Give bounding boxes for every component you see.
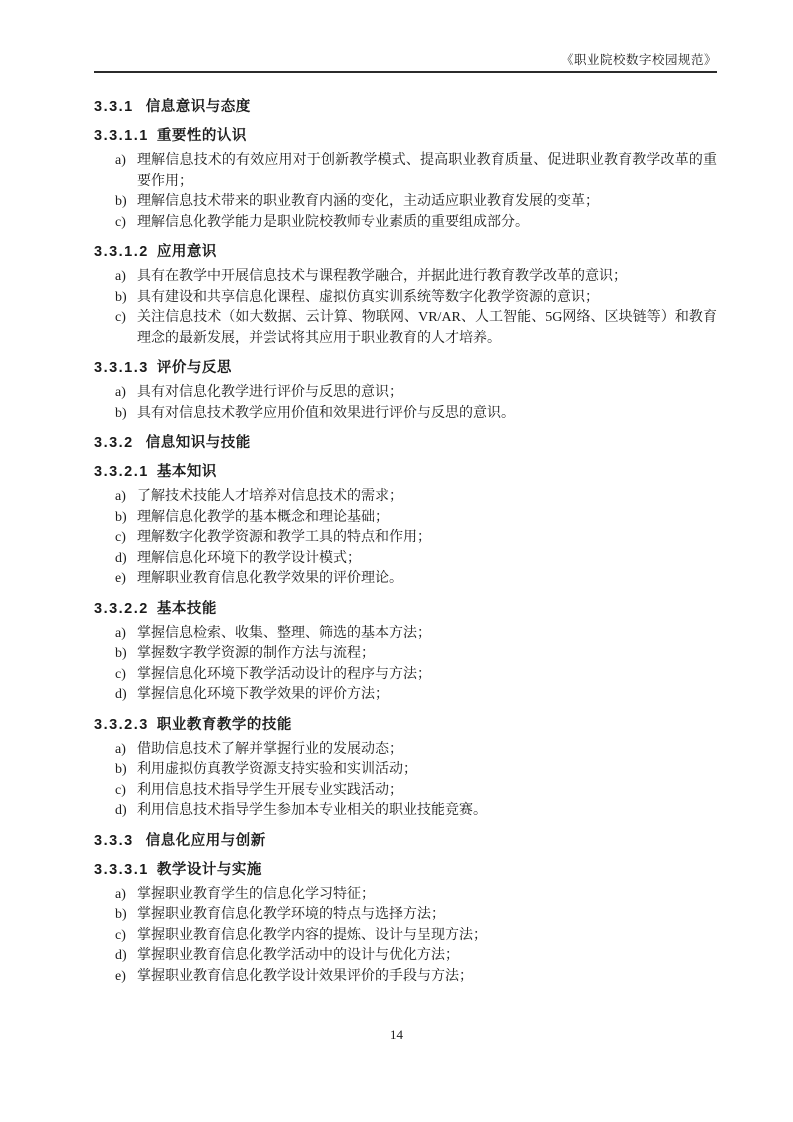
list-item — [94, 885, 717, 906]
list-item-marker: c) — [115, 214, 126, 230]
section-heading-3.3.2.2 — [94, 599, 717, 619]
list-item-text: 掌握信息检索、收集、整理、筛选的基本方法； — [137, 625, 431, 641]
section-heading-3.3.2.1 — [94, 462, 717, 482]
lettered-list — [94, 151, 717, 233]
section-title: 教学设计与实施 — [156, 861, 262, 878]
list-item-marker: a) — [115, 741, 126, 757]
list-item-text: 利用信息技术指导学生开展专业实践活动； — [137, 782, 403, 798]
list-item — [94, 549, 717, 570]
list-item-marker: c) — [115, 927, 126, 943]
list-item — [94, 665, 717, 686]
list-item-text: 具有对信息技术教学应用价值和效果进行评价与反思的意识。 — [137, 405, 515, 421]
section-heading-3.3.3.1 — [94, 860, 717, 880]
list-item — [94, 267, 717, 288]
list-item — [94, 213, 717, 234]
list-item — [94, 926, 717, 947]
list-item — [94, 192, 717, 213]
list-item-text: 理解数字化教学资源和教学工具的特点和作用； — [137, 530, 431, 545]
list-item — [94, 569, 717, 590]
list-item-text: 理解信息化教学的基本概念和理论基础； — [137, 509, 389, 525]
list-item-text: 掌握信息化环境下教学效果的评价方法； — [137, 687, 389, 702]
list-item — [94, 967, 717, 988]
list-item-marker: c) — [115, 666, 126, 682]
list-item-marker: e) — [115, 571, 126, 586]
list-item-marker: d) — [115, 687, 127, 702]
section-title: 重要性的认识 — [156, 128, 247, 144]
list-item — [94, 946, 717, 967]
list-item — [94, 404, 717, 425]
list-item-marker: a) — [115, 269, 126, 284]
list-item-marker: e) — [115, 968, 126, 984]
list-item — [94, 781, 717, 802]
section-title: 职业教育教学的技能 — [156, 716, 292, 733]
lettered-list — [94, 885, 717, 988]
list-item — [94, 760, 717, 781]
list-item-marker: d) — [115, 803, 127, 818]
list-item-marker: b) — [115, 194, 127, 209]
list-item-text: 利用信息技术指导学生参加本专业相关的职业技能竞赛。 — [137, 803, 487, 818]
section-number: 3.3.1.1 — [94, 128, 149, 144]
lettered-list — [94, 383, 717, 424]
list-item-marker: b) — [115, 907, 127, 922]
list-item-marker: a) — [115, 886, 126, 902]
lettered-list — [94, 487, 717, 590]
list-item-marker: a) — [115, 153, 126, 168]
list-item-text: 理解信息化环境下的教学设计模式； — [137, 550, 361, 566]
list-item-marker: b) — [115, 762, 127, 777]
list-item-marker: d) — [115, 948, 127, 963]
section-number: 3.3.3.1 — [94, 861, 149, 878]
list-item-marker: c) — [115, 310, 126, 325]
list-item — [94, 487, 717, 508]
section-number: 3.3.2.1 — [94, 464, 149, 480]
section-number: 3.3.2 — [94, 435, 134, 451]
section-heading-3.3.1.2 — [94, 242, 717, 262]
section-title: 信息意识与态度 — [145, 99, 251, 115]
list-item — [94, 624, 717, 645]
section-title: 应用意识 — [156, 244, 217, 260]
section-title: 信息知识与技能 — [145, 435, 251, 451]
list-item — [94, 801, 717, 822]
section-number: 3.3.1.2 — [94, 244, 149, 260]
section-number: 3.3.1.3 — [94, 360, 149, 376]
header-rule — [94, 71, 717, 73]
list-item-marker: b) — [115, 289, 127, 305]
list-item-text: 掌握数字教学资源的制作方法与流程； — [137, 646, 375, 661]
section-number: 3.3.2.2 — [94, 600, 149, 617]
list-item-text: 理解信息化教学能力是职业院校教师专业素质的重要组成部分。 — [137, 214, 529, 230]
section-number: 3.3.1 — [94, 99, 134, 115]
list-item-marker: d) — [115, 550, 127, 566]
section-number: 3.3.2.3 — [94, 716, 149, 733]
list-item-text: 具有在教学中开展信息技术与课程教学融合，并据此进行教育教学改革的意识； — [137, 269, 627, 284]
list-item — [94, 288, 717, 309]
section-title: 信息化应用与创新 — [145, 832, 266, 849]
section-title: 评价与反思 — [156, 360, 232, 376]
list-item — [94, 528, 717, 549]
list-item-text: 利用虚拟仿真教学资源支持实验和实训活动； — [137, 762, 417, 777]
document-body — [94, 88, 717, 987]
list-item-marker: b) — [115, 646, 127, 661]
list-item — [94, 644, 717, 665]
lettered-list — [94, 267, 717, 349]
section-number: 3.3.3 — [94, 832, 134, 849]
section-title: 基本知识 — [156, 464, 217, 480]
list-item-text: 掌握职业教育学生的信息化学习特征； — [137, 886, 375, 902]
list-item-text: 具有建设和共享信息化课程、虚拟仿真实训系统等数字化教学资源的意识； — [137, 289, 599, 305]
section-heading-3.3.1.1 — [94, 126, 717, 146]
lettered-list — [94, 740, 717, 822]
list-item-text: 关注信息技术（如大数据、云计算、物联网、VR/AR、人工智能、5G网络、区块链等）和教育理念的最新发展，并尝试将其应用于职业教育的人才培养。 — [137, 310, 717, 346]
list-item-marker: c) — [115, 530, 126, 545]
list-item — [94, 308, 717, 349]
running-header-title: 《职业院校数字校园规范》 — [560, 53, 717, 67]
list-item-marker: a) — [115, 625, 126, 641]
list-item-text: 借助信息技术了解并掌握行业的发展动态； — [137, 741, 403, 757]
list-item-text: 了解技术技能人才培养对信息技术的需求； — [137, 489, 403, 504]
list-item-marker: c) — [115, 782, 126, 798]
list-item — [94, 740, 717, 761]
list-item-marker: a) — [115, 385, 126, 400]
list-item — [94, 508, 717, 529]
section-heading-3.3.3 — [94, 831, 717, 851]
section-title: 基本技能 — [156, 600, 217, 617]
list-item-marker: b) — [115, 405, 127, 421]
list-item-text: 理解信息技术带来的职业教育内涵的变化，主动适应职业教育发展的变革； — [137, 194, 599, 209]
list-item-text: 掌握信息化环境下教学活动设计的程序与方法； — [137, 666, 431, 682]
lettered-list — [94, 624, 717, 706]
section-heading-3.3.2 — [94, 433, 717, 453]
list-item-text: 掌握职业教育信息化教学活动中的设计与优化方法； — [137, 948, 459, 963]
list-item-text: 具有对信息化教学进行评价与反思的意识； — [137, 385, 403, 400]
section-heading-3.3.1.3 — [94, 358, 717, 378]
page-header — [94, 0, 717, 73]
list-item — [94, 685, 717, 706]
section-heading-3.3.1 — [94, 97, 717, 117]
list-item — [94, 905, 717, 926]
list-item-text: 理解职业教育信息化教学效果的评价理论。 — [137, 571, 403, 586]
page-number: 14 — [390, 1027, 403, 1042]
list-item-marker: b) — [115, 509, 127, 525]
list-item-text: 掌握职业教育信息化教学环境的特点与选择方法； — [137, 907, 445, 922]
list-item-text: 掌握职业教育信息化教学内容的提炼、设计与呈现方法； — [137, 927, 487, 943]
list-item — [94, 151, 717, 192]
list-item-marker: a) — [115, 489, 126, 504]
list-item-text: 理解信息技术的有效应用对于创新教学模式、提高职业教育质量、促进职业教育教学改革的重要作用； — [137, 153, 717, 189]
list-item — [94, 383, 717, 404]
list-item-text: 掌握职业教育信息化教学设计效果评价的手段与方法； — [137, 968, 473, 984]
section-heading-3.3.2.3 — [94, 715, 717, 735]
